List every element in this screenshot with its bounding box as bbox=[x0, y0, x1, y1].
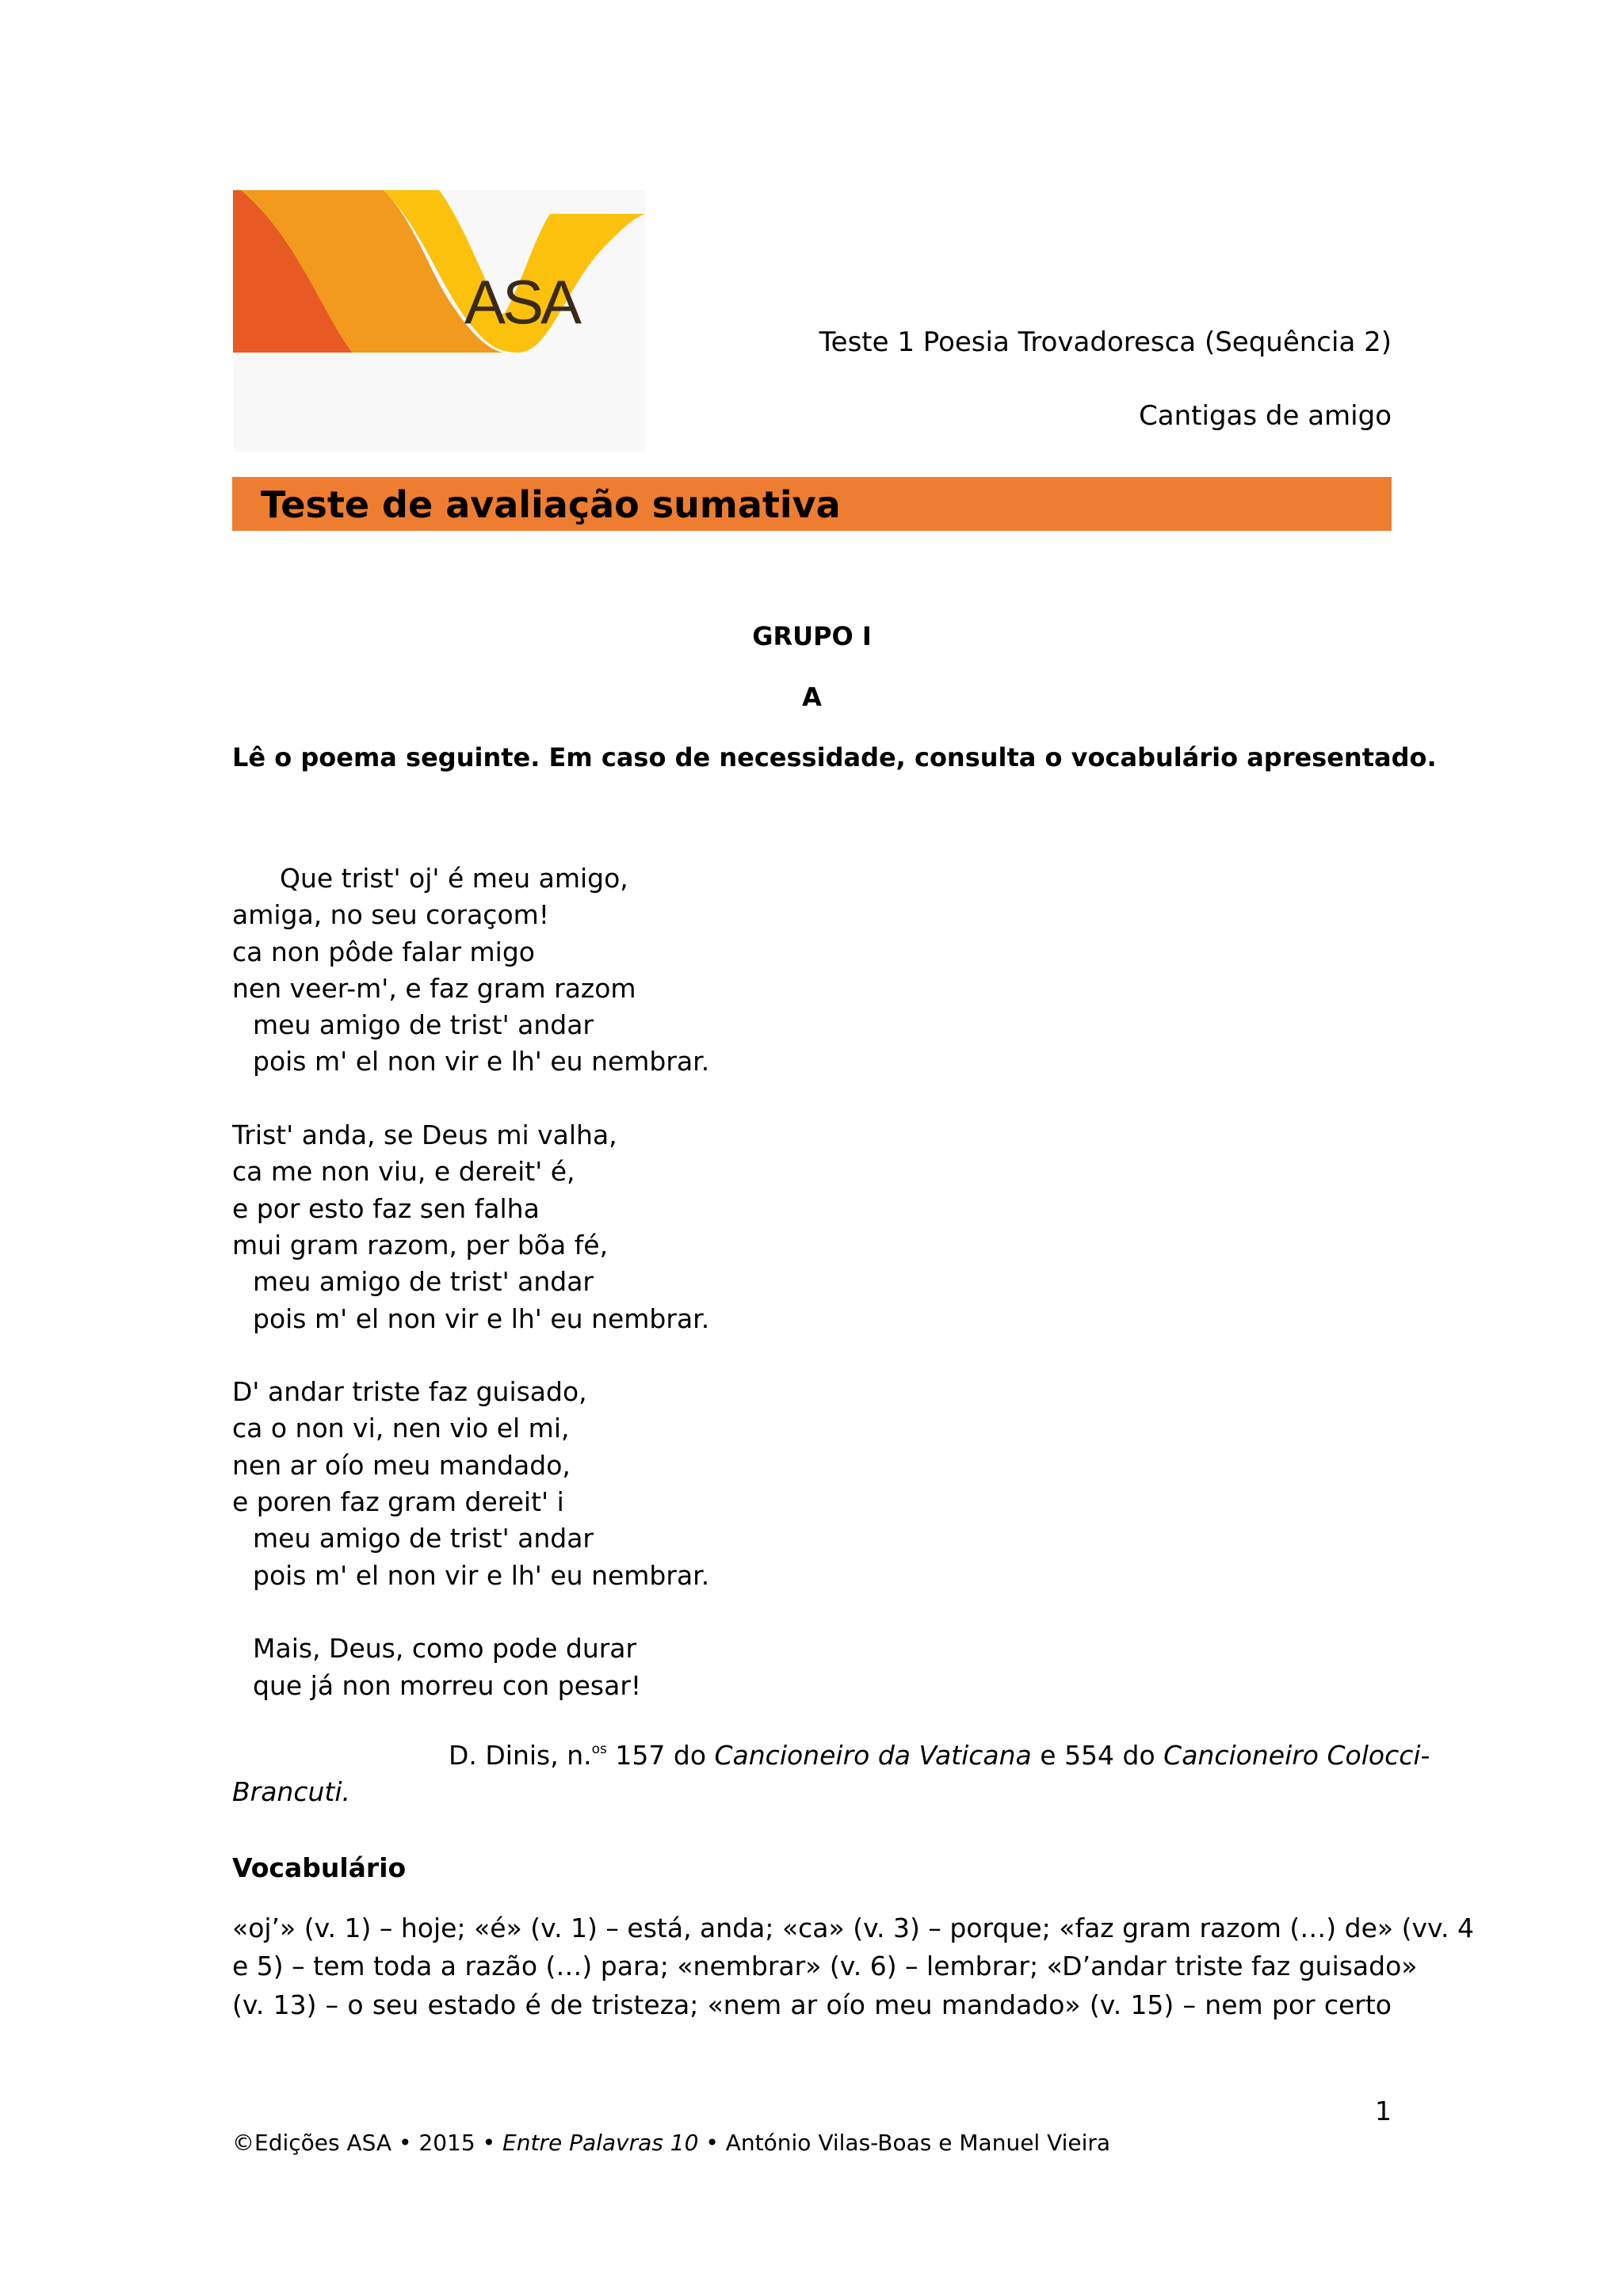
poem-line: pois m' el non vir e lh' eu nembrar. bbox=[253, 1559, 710, 1591]
test-topic: Cantigas de amigo bbox=[1139, 400, 1392, 432]
footer-bullet: • bbox=[698, 2130, 726, 2156]
section-heading: A bbox=[802, 682, 822, 712]
poem-line: mui gram razom, per bõa fé, bbox=[232, 1229, 609, 1261]
poem-line: D' andar triste faz guisado, bbox=[232, 1376, 587, 1408]
poem-line: ca non pôde falar migo bbox=[232, 936, 535, 967]
footer-bullet: • bbox=[391, 2130, 419, 2156]
poem-line: ca me non viu, e dereit' é, bbox=[232, 1156, 575, 1188]
page-number: 1 bbox=[1375, 2096, 1392, 2126]
poem-line: Mais, Deus, como pode durar bbox=[253, 1633, 637, 1665]
poem bbox=[232, 860, 1025, 1704]
poem-line: pois m' el non vir e lh' eu nembrar. bbox=[253, 1046, 710, 1077]
source-book2: Cancioneiro Colocci- bbox=[1163, 1740, 1430, 1771]
asa-logo bbox=[233, 190, 645, 452]
poem-line: meu amigo de trist' andar bbox=[253, 1523, 594, 1554]
poem-source bbox=[449, 1740, 1430, 1771]
footer-year: 2015 bbox=[418, 2130, 475, 2156]
source-num1: 157 do bbox=[606, 1740, 715, 1771]
vocab-line: (v. 13) – o seu estado é de tristeza; «nem ar oío meu mandado» (v. 15) – nem por certo bbox=[232, 1989, 1392, 2020]
footer-bullet: • bbox=[475, 2130, 503, 2156]
source-mid: e 554 do bbox=[1031, 1740, 1164, 1771]
poem-line: que já non morreu con pesar! bbox=[253, 1669, 642, 1701]
vocab-heading: Vocabulário bbox=[232, 1852, 407, 1883]
vocab-line: e 5) – tem toda a razão (…) para; «nembrar» (v. 6) – lembrar; «D’andar triste faz guisado» bbox=[232, 1951, 1418, 1981]
poem-line: amiga, no seu coraçom! bbox=[232, 899, 550, 931]
group-heading: GRUPO I bbox=[752, 621, 872, 651]
poem-line: nen ar oío meu mandado, bbox=[232, 1449, 571, 1481]
poem-line: meu amigo de trist' andar bbox=[253, 1009, 594, 1041]
poem-line: e por esto faz sen falha bbox=[232, 1192, 540, 1224]
source-sup: os bbox=[591, 1741, 607, 1757]
title-bar bbox=[232, 477, 1392, 531]
footer-book: Entre Palavras 10 bbox=[502, 2130, 699, 2156]
poem-line: pois m' el non vir e lh' eu nembrar. bbox=[253, 1302, 710, 1334]
poem-source-cont: Brancuti. bbox=[232, 1776, 350, 1807]
footer-authors: António Vilas-Boas e Manuel Vieira bbox=[725, 2130, 1111, 2156]
poem-line: ca o non vi, nen vio el mi, bbox=[232, 1413, 570, 1444]
poem-line: nen veer-m', e faz gram razom bbox=[232, 972, 636, 1004]
poem-line: Que trist' oj' é meu amigo, bbox=[280, 863, 628, 894]
logo-text: ASA bbox=[464, 267, 579, 337]
poem-line: Trist' anda, se Deus mi valha, bbox=[232, 1119, 617, 1151]
poem-line: meu amigo de trist' andar bbox=[253, 1266, 594, 1298]
instruction-text: Lê o poema seguinte. Em caso de necessidade, consulta o vocabulário apresentado. bbox=[232, 742, 1437, 772]
page-title: Teste de avaliação sumativa bbox=[261, 483, 841, 526]
test-subtitle: Teste 1 Poesia Trovadoresca (Sequência 2) bbox=[819, 326, 1392, 358]
vocab-line: «oj’» (v. 1) – hoje; «é» (v. 1) – está, anda; «ca» (v. 3) – porque; «faz gram razom (…) de» (vv. 4 bbox=[232, 1913, 1474, 1943]
source-book1: Cancioneiro da Vaticana bbox=[714, 1740, 1032, 1771]
source-author: D. Dinis, n. bbox=[449, 1740, 592, 1771]
footer bbox=[232, 2130, 1110, 2156]
footer-publisher: ©Edições ASA bbox=[232, 2130, 392, 2156]
poem-line: e poren faz gram dereit' i bbox=[232, 1486, 564, 1518]
